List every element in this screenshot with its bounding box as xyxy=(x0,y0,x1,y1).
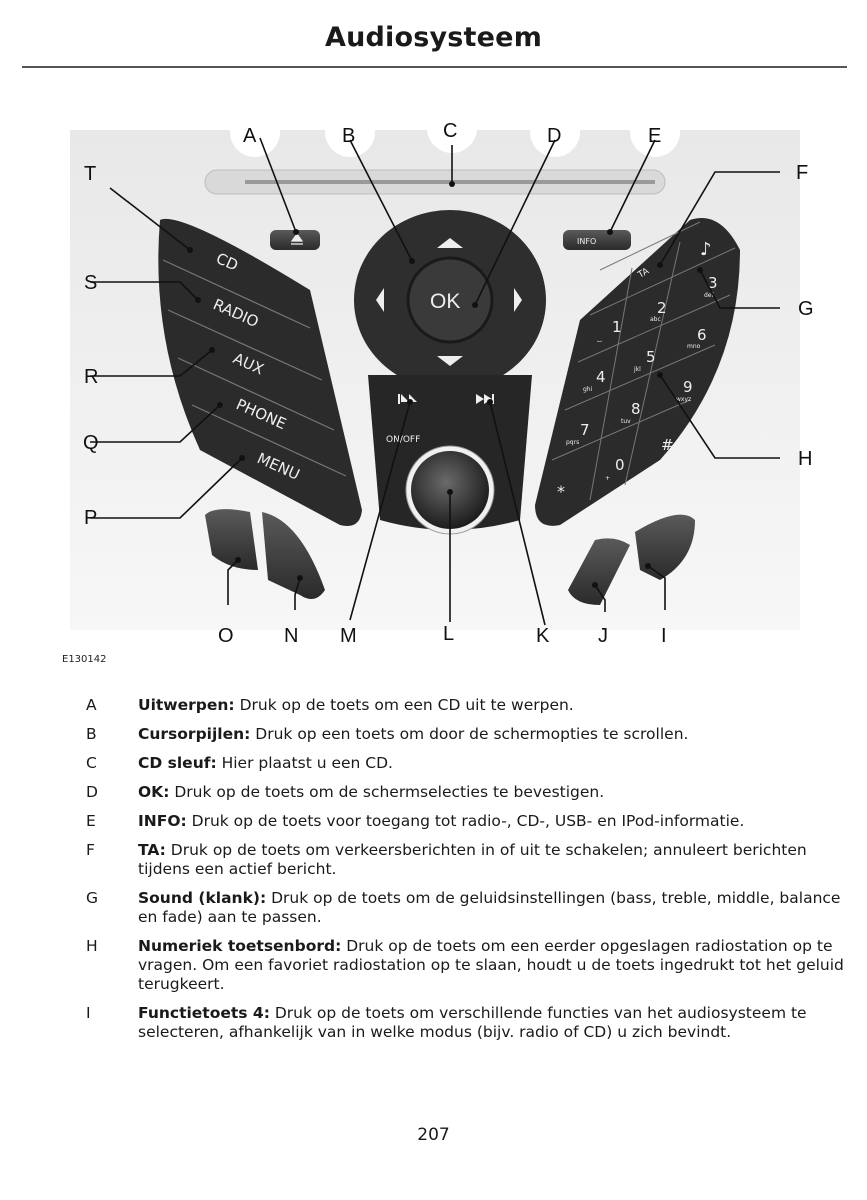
legend-key: I xyxy=(86,1004,91,1022)
callout-c: C xyxy=(443,120,458,142)
callout-q: Q xyxy=(83,432,99,454)
sound-button[interactable] xyxy=(700,239,712,260)
page-title: Audiosysteem xyxy=(324,22,543,53)
callout-b: B xyxy=(342,125,356,147)
ok-button-label: OK xyxy=(430,290,461,313)
callout-s: S xyxy=(84,272,98,294)
callout-n: N xyxy=(284,625,299,647)
legend-key: B xyxy=(86,725,97,743)
audio-panel-figure xyxy=(0,100,867,650)
legend-item xyxy=(86,812,846,831)
legend-term: INFO: xyxy=(138,812,187,830)
key-8[interactable]: 8 xyxy=(631,400,641,418)
callout-r: R xyxy=(84,366,99,388)
legend-key: G xyxy=(86,889,99,907)
legend-text: Druk op de toets om verkeersberichten in of uit te schakelen; annuleert berichten tijdens een actief bericht. xyxy=(138,841,807,878)
legend-key: A xyxy=(86,696,97,714)
legend-item xyxy=(86,1004,846,1042)
onoff-label: ON/OFF xyxy=(386,435,421,445)
info-button[interactable] xyxy=(563,230,631,250)
legend-key: D xyxy=(86,783,98,801)
legend-item xyxy=(86,754,846,773)
legend-list xyxy=(86,696,846,1052)
legend-text: Druk op de toets om een CD uit te werpen. xyxy=(234,696,574,714)
legend-key: E xyxy=(86,812,96,830)
title-rule xyxy=(22,66,847,68)
legend-term: TA: xyxy=(138,841,166,859)
legend-text: Druk op een toets om door de schermopties te scrollen. xyxy=(250,725,689,743)
key-9-letters: wxyz xyxy=(676,396,692,403)
callout-p: P xyxy=(84,507,98,529)
callout-k: K xyxy=(536,625,550,647)
legend-text: Druk op de toets om de geluidsinstellingen (bass, treble, middle, balance en fade) aan te passen. xyxy=(138,889,841,926)
legend-term: CD sleuf: xyxy=(138,754,217,772)
legend-text: Hier plaatst u een CD. xyxy=(216,754,393,772)
key-7[interactable]: 7 xyxy=(580,421,590,439)
callout-i: I xyxy=(661,625,667,647)
key-5-letters: jkl xyxy=(634,366,641,373)
callout-l: L xyxy=(443,623,455,645)
key-3-letters: def xyxy=(704,292,714,299)
callout-t: T xyxy=(84,163,97,185)
callout-e: E xyxy=(648,125,662,147)
key-9[interactable]: 9 xyxy=(683,378,693,396)
aux-button-label: AUX xyxy=(230,349,267,379)
key-7-letters: pqrs xyxy=(566,439,580,446)
legend-term: Functietoets 4: xyxy=(138,1004,270,1022)
cd-button-label: CD xyxy=(213,249,241,275)
ta-button-label: TA xyxy=(636,266,651,281)
ok-button[interactable] xyxy=(408,258,492,342)
key-1-letters: ⌴ xyxy=(597,337,602,344)
key-hash[interactable]: # xyxy=(661,436,674,454)
legend-term: Uitwerpen: xyxy=(138,696,235,714)
legend-text: Druk op de toets om verschillende functies van het audiosysteem te selecteren, afhankelijk van in welke modus (bijv. radio of CD) u zich bevindt. xyxy=(138,1004,807,1041)
key-2[interactable]: 2 xyxy=(657,299,667,317)
radio-button-label: RADIO xyxy=(210,295,262,332)
menu-button-label: MENU xyxy=(254,449,303,484)
legend-item xyxy=(86,889,846,927)
legend-term: Sound (klank): xyxy=(138,889,267,907)
key-5[interactable]: 5 xyxy=(646,348,656,366)
phone-button-label: PHONE xyxy=(233,395,289,434)
legend-term: OK: xyxy=(138,783,170,801)
legend-text: Druk op de toets om de schermselecties te bevestigen. xyxy=(169,783,605,801)
callout-d: D xyxy=(547,125,562,147)
legend-item xyxy=(86,937,846,994)
legend-item xyxy=(86,841,846,879)
key-4-letters: ghi xyxy=(583,386,593,393)
figure-id: E130142 xyxy=(62,654,107,665)
legend-term: Numeriek toetsenbord: xyxy=(138,937,342,955)
page-number: 207 xyxy=(417,1125,450,1145)
key-star[interactable]: * xyxy=(557,482,565,501)
legend-key: F xyxy=(86,841,95,859)
legend-item xyxy=(86,783,846,802)
callout-m: M xyxy=(340,625,357,647)
callout-a: A xyxy=(243,125,257,147)
legend-key: H xyxy=(86,937,98,955)
callout-h: H xyxy=(798,448,813,470)
key-3[interactable]: 3 xyxy=(708,274,718,292)
callout-f: F xyxy=(796,162,809,184)
key-8-letters: tuv xyxy=(621,418,631,425)
callout-j: J xyxy=(598,625,608,647)
music-note-icon: ♪ xyxy=(700,239,712,260)
legend-item xyxy=(86,696,846,715)
legend-text: Druk op de toets voor toegang tot radio-, CD-, USB- en IPod-informatie. xyxy=(186,812,745,830)
callout-g: G xyxy=(798,298,814,320)
key-4[interactable]: 4 xyxy=(596,368,606,386)
legend-text: Druk op de toets om een eerder opgeslagen radiostation op te vragen. Om een favoriet radiostation op te slaan, houdt u de toets ingedrukt tot het geluid terugkeert. xyxy=(138,937,844,993)
key-2-letters: abc xyxy=(650,316,661,323)
key-0[interactable]: 0 xyxy=(615,456,625,474)
key-0-letters: + xyxy=(605,475,611,482)
key-6[interactable]: 6 xyxy=(697,326,707,344)
legend-term: Cursorpijlen: xyxy=(138,725,251,743)
callout-o: O xyxy=(218,625,234,647)
key-6-letters: mno xyxy=(687,343,701,350)
info-button-label: INFO xyxy=(577,237,597,246)
legend-key: C xyxy=(86,754,97,772)
legend-item xyxy=(86,725,846,744)
rewind-bar-icon xyxy=(398,394,400,404)
key-1[interactable]: 1 xyxy=(612,318,622,336)
